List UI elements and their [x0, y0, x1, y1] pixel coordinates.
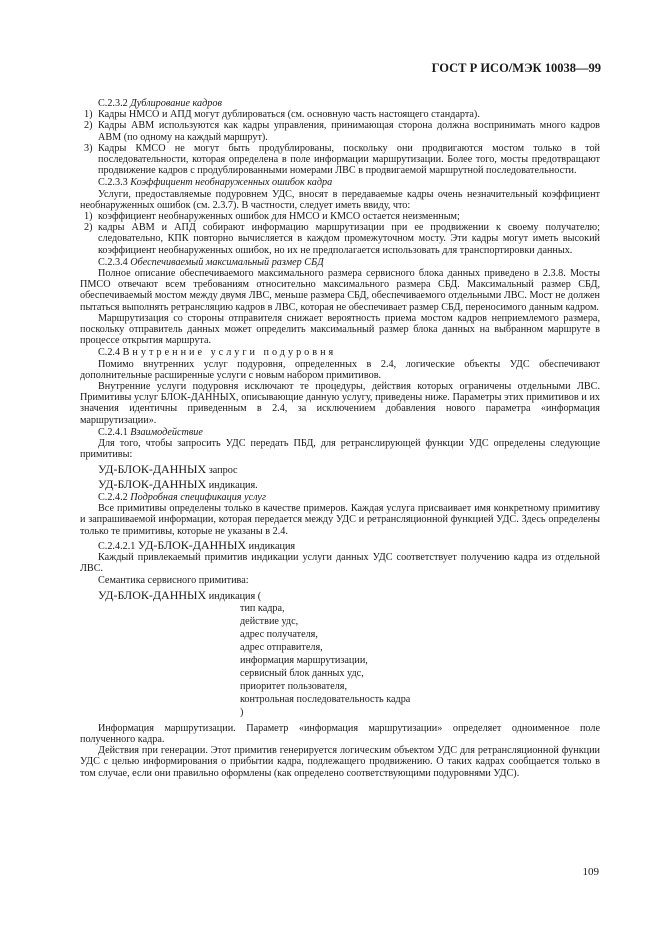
list-item: 3) Кадры КМСО не могут быть продублированы, поскольку они продвигаются мостом только в той последовательности, которая определена в поле информации маршрутизации. Более того, мосты предотвращают продвижение кадров с продублированными номерами ЛВС в продвигаемой маршрутной последовательности. [84, 142, 600, 177]
parameter-item: адрес отправителя, [240, 641, 323, 653]
parameter-item: ) [240, 706, 244, 718]
section-heading: С.2.3.4 Обеспечиваемый максимальный размер СБД [98, 256, 324, 268]
parameter-item: тип кадра, [240, 602, 285, 614]
section-heading: С.2.4.2 Подробная спецификация услуг [98, 491, 266, 503]
paragraph: Услуги, предоставляемые подуровнем УДС, вносят в передаваемые кадры очень незначительный коэффициент необнаруженных ошибок (см. 2.3.7). В частности, следует иметь ввиду, что: [80, 188, 600, 211]
list-item: 2) кадры АВМ и АПД собирают информацию маршрутизации при ее продвижении к своему получателю; следовательно, КПК повторно вычисляется в каждом промежуточном мосту. Эти кадры могут иметь высокий коэффициент необнаруженных ошибок, но их не предполагается использовать для транспортировки данных. [84, 222, 600, 256]
list-item: 1) коэффициент необнаруженных ошибок для НМСО и КМСО остается неизменным; [84, 211, 460, 223]
primitive-line: УД-БЛОК-ДАННЫХ индикация ( [98, 587, 262, 602]
paragraph: Каждый привлекаемый примитив индикации услуги данных УДС соответствует получению кадра из отдельной ЛВС. [80, 551, 600, 575]
section-heading: С.2.3.3 Коэффициент необнаруженных ошибок кадра [98, 177, 333, 189]
parameter-item: действие удс, [240, 615, 299, 627]
section-heading: С.2.4 Внутренние услуги подуровня [98, 347, 337, 359]
list-item: 1) Кадры НМСО и АПД могут дублироваться (см. основную часть настоящего стандарта). [84, 109, 480, 121]
list-item: 2) Кадры АВМ используются как кадры управления, принимающая сторона должна воспринимать много кадров АВМ (по одному на каждый маршрут). [84, 120, 600, 143]
primitive-line: УД-БЛОК-ДАННЫХ запрос [98, 461, 238, 476]
parameter-item: сервисный блок данных удс, [240, 667, 364, 679]
primitive-line: УД-БЛОК-ДАННЫХ индикация. [98, 476, 258, 491]
paragraph: Помимо внутренних услуг подуровня, определенных в 2.4, логические объекты УДС обеспечивают дополнительные расширенные услуги с новым набором примитивов. [80, 358, 600, 381]
paragraph: Маршрутизация со стороны отправителя снижает вероятность приема мостом кадров неприемлемого размера, поскольку отправитель данных может определить максимальный размер блока данных на выбранном маршруте в процессе открытия маршрута. [80, 312, 600, 347]
page-number: 109 [582, 866, 599, 878]
parameter-item: приоритет пользователя, [240, 680, 348, 692]
paragraph: Информация маршрутизации. Параметр «информация маршрутизации» определяет одноименное поле полученного кадра. [80, 722, 600, 745]
parameter-item: контрольная последовательность кадра [240, 693, 411, 705]
section-heading: С.2.4.1 Взаимодействие [98, 426, 203, 438]
section-heading: С.2.4.2.1 УД-БЛОК-ДАННЫХ индикация [98, 537, 296, 552]
paragraph: Полное описание обеспечиваемого максимального размера сервисного блока данных приведено в 2.3.8. Мосты ПМСО отвечают всем требованиям относительно максимального размера СБД. Максимальный размер СБД, обеспечиваемый мостом между двумя ЛВС, меньше размера СБД, обеспечиваемого отдельными ЛВС. Мост не должен пытаться выполнять ретрансляцию кадров в ЛВС, которая не обеспечивает размер СБД, переносимого данным кадром. [80, 268, 600, 313]
semantics-label: Семантика сервисного примитива: [98, 575, 249, 587]
parameter-list [80, 602, 600, 719]
paragraph: Все примитивы определены только в качестве примеров. Каждая услуга присваивает имя конкретному примитиву и запрашиваемой информации, которая передается между УДС и ретрансляционной функцией УДС. Здесь определены только те примитивы, которые не указаны в 2.4. [80, 503, 600, 537]
paragraph: Внутренние услуги подуровня исключают те процедуры, действия которых ограничены отдельными ЛВС. Примитивы услуг БЛОК-ДАННЫХ, описывающие данную услугу, приведены ниже. Параметры этих примитивов и их значения идентичны приведенным в 2.4, за исключением добавления нового параметра «информация маршрутизации». [80, 381, 600, 426]
parameter-item: информация маршрутизации, [240, 654, 368, 666]
document-body [80, 97, 600, 779]
section-heading: С.2.3.2 Дублирование кадров [98, 98, 222, 109]
paragraph: Действия при генерации. Этот примитив генерируется логическим объектом УДС для ретрансляционной функции УДС с целью информирования о прибытии кадра, подлежащего продвижению. О таких кадрах сообщается только в том случае, если они правильно оформлены (как определено соответствующими подуровнями УДС). [80, 745, 600, 779]
parameter-item: адрес получателя, [240, 628, 318, 640]
page-header: ГОСТ Р ИСО/МЭК 10038—99 [431, 61, 601, 75]
paragraph: Для того, чтобы запросить УДС передать ПБД, для ретранслирующей функции УДС определены следующие примитивы: [80, 438, 600, 461]
